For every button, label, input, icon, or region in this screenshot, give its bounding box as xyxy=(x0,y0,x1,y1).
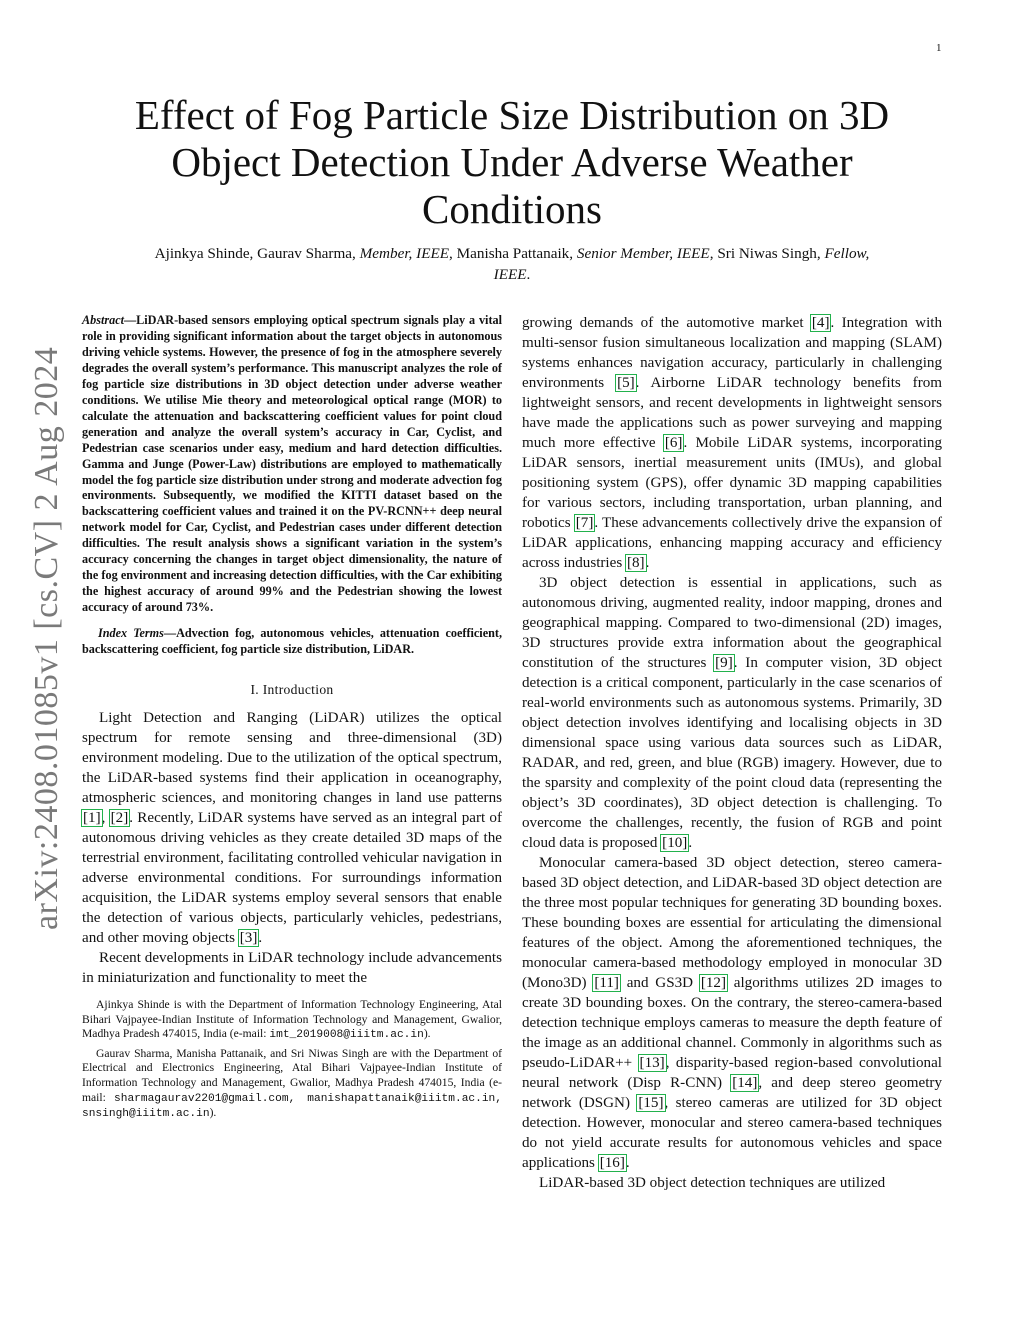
membership-1: Member, IEEE xyxy=(359,245,450,262)
citation-link[interactable]: [7] xyxy=(575,515,594,531)
citation-link[interactable]: [2] xyxy=(110,810,129,827)
right-column xyxy=(522,313,942,1193)
email-link[interactable]: imt_2019008@iiitm.ac.in xyxy=(269,1029,424,1042)
text-run: , xyxy=(101,810,110,827)
text-run: . xyxy=(688,835,693,851)
text-run: . xyxy=(625,1155,630,1171)
citation-link[interactable]: [13] xyxy=(639,1055,665,1071)
membership-2: Senior Member, IEEE xyxy=(576,245,710,262)
intro-paragraph-2-cont xyxy=(522,313,942,573)
citation-link[interactable]: [4] xyxy=(811,315,830,331)
citation-link[interactable]: [12] xyxy=(700,975,726,991)
text-run: . These advancements collectively drive the expansion of LiDAR applications, enhancing mapping accuracy and efficiency across industries xyxy=(522,515,942,571)
text-run: . Airborne LiDAR technology benefits from lightweight sensors, and recent developments in lightweight sensors have made the applications such as power surveying and mapping much more effective xyxy=(522,375,943,451)
abstract-label: Abstract xyxy=(82,313,124,327)
citation-link[interactable]: [9] xyxy=(715,655,733,671)
text-run: ). xyxy=(423,1027,431,1041)
text-run: algorithms utilizes 2D images to create 3D bounding boxes. On the contrary, the stereo-camera-based detection technique employs cameras to measure the depth feature of the image as an additional channel. Commonly in algorithms such as pseudo-LiDAR++ xyxy=(522,975,942,1071)
intro-paragraph-3 xyxy=(522,573,942,853)
intro-paragraph-1 xyxy=(82,708,502,948)
text-run: growing demands of the automotive market xyxy=(522,315,811,331)
citation-link[interactable]: [5] xyxy=(617,375,635,391)
text-run: . Recently, LiDAR systems have served as an integral part of autonomous driving vehicles as they create detailed 3D maps of the terrestrial environment, facilitating controlled vehicular navigation in adverse environmental conditions. For surroundings information acquisition, the LiDAR systems employ several sensors that enable the detection of various objects, particularly vehicles, pedestrians, and other moving objects xyxy=(82,810,503,947)
text-run: . Integration with multi-sensor fusion simultaneous localization and mapping (SLAM) systems enhances navigation accuracy, particularly in challenging environments xyxy=(522,315,943,391)
index-terms xyxy=(82,626,502,658)
citation-link[interactable]: [14] xyxy=(732,1075,758,1091)
author-names-4: . xyxy=(526,266,531,283)
citation-link[interactable]: [11] xyxy=(594,975,619,991)
citation-link[interactable]: [6] xyxy=(664,435,683,451)
text-run: ). xyxy=(209,1106,217,1120)
citation-link[interactable]: [3] xyxy=(239,930,258,947)
text-run: and GS3D xyxy=(619,975,700,991)
text-run: 3D object detection is essential in applications, such as autonomous driving, augmented reality, indoor mapping, drones and geographical mapping. Compared to two-dimensional (2D) images, 3D structures provide extra information about the geographical constitution of the structures xyxy=(522,575,942,671)
section-heading-introduction: I. Introduction xyxy=(250,682,334,698)
citation-link[interactable]: [15] xyxy=(638,1095,664,1111)
text-run: Monocular camera-based 3D object detection, stereo camera-based 3D object detection, and LiDAR-based 3D object detection are the three most popular techniques for generating 3D bounding boxes. These bounding boxes are essential for articulating the dimensional features of the object. Among the aforementioned techniques, the monocular camera-based methodology employed in monocular 3D (Mono3D) xyxy=(522,855,942,991)
citation-link[interactable]: [16] xyxy=(599,1155,625,1171)
citation-link[interactable]: [8] xyxy=(626,555,645,571)
text-run: . In computer vision, 3D object detection is a critical component, particularly in the case scenarios of real-world environments such as autonomous systems. Primarily, 3D object detection involves identifying and localising objects in 3D dimensional space using various data sources such as LiDAR, RADAR, and red, green, and blue (RGB) imagery. However, due to the sparsity and complexity of the point cloud data (representing the object’s 3D coordinates), 3D object detection is challenging. To overcome the challenges, recently, the fusion of RGB and point cloud data is proposed xyxy=(522,655,943,851)
text-run: Ajinkya Shinde is with the Department of Information Technology Engineering, Atal Bihari Vajpayee-Indian Institute of Information Technology and Management, Gwalior, Madhya Pradesh 474015, India (e-mail: xyxy=(82,998,502,1041)
arxiv-stamp: arXiv:2408.01085v1 [cs.CV] 2 Aug 2024 xyxy=(28,346,65,930)
citation-link[interactable]: [10] xyxy=(662,835,688,851)
index-terms-label: Index Terms xyxy=(98,626,164,641)
abstract xyxy=(82,313,502,616)
text-run: , and deep stereo geometry network (DSGN) xyxy=(522,1075,942,1111)
intro-paragraph-4 xyxy=(522,853,942,1173)
citation-link[interactable]: [1] xyxy=(83,810,101,827)
text-run: . xyxy=(258,930,263,947)
author-names-3: , Sri Niwas Singh, xyxy=(709,245,825,262)
text-run: Light Detection and Ranging (LiDAR) utilizes the optical spectrum for remote sensing and three-dimensional (3D) environment modeling. Due to the utilization of the optical spectrum, the LiDAR-based systems find their application in oceanography, atmospheric sciences, and monitoring changes in land use patterns xyxy=(82,710,502,807)
author-names-2: , Manisha Pattanaik, xyxy=(449,245,577,262)
text-run: , stereo cameras are utilized for 3D object detection. However, monocular and stereo camera-based techniques do not yield accurate results for autonomous vehicles and space applications xyxy=(522,1095,942,1171)
text-run: . xyxy=(645,555,650,571)
intro-paragraph-2-start xyxy=(82,948,502,988)
text-run: , disparity-based region-based convolutional neural network (Disp R-CNN) xyxy=(522,1055,942,1091)
index-terms-text: —Advection fog, autonomous vehicles, attenuation coefficient, backscattering coefficient, fog particle size distribution, LiDAR. xyxy=(82,626,502,657)
email-link[interactable]: sharmagaurav2201@gmail.com, manishapattanaik@iiitm.ac.in, snsingh@iiitm.ac.in xyxy=(82,1092,502,1121)
paper-title: Effect of Fog Particle Size Distribution on 3D Object Detection Under Adverse Weather Conditions xyxy=(134,92,890,232)
intro-paragraph-5: LiDAR-based 3D object detection techniques are utilized xyxy=(539,1175,886,1191)
footnote-affiliation-2 xyxy=(82,1047,502,1122)
left-column xyxy=(82,313,502,1126)
text-run: . Mobile LiDAR systems, incorporating LiDAR sensors, inertial measurement units (IMUs), and global positioning system (GPS), offer dynamic 3D mapping capabilities for various sectors, including transportation, urban planning, and robotics xyxy=(522,435,942,531)
author-names-1: Ajinkya Shinde, Gaurav Sharma, xyxy=(154,245,360,262)
text-run: Gaurav Sharma, Manisha Pattanaik, and Sri Niwas Singh are with the Department of Electrical and Electronics Engineering, Atal Bihari Vajpayee-Indian Institute of Information Technology and Management, Gwalior, Madhya Pradesh 474015, India (e-mail: xyxy=(82,1046,502,1104)
abstract-text: —LiDAR-based sensors employing optical spectrum signals play a vital role in providing significant information about the target objects in autonomous driving vehicle systems. However, the presence of fog in the atmosphere severely degrades the overall system’s performance. This manuscript analyzes the role of fog particle size distributions in 3D object detection under adverse weather conditions. We utilise Mie theory and meteorological optical range (MOR) to calculate the attenuation and backscattering coefficient values for point cloud generation and analyze the overall system’s accuracy in Car, Cyclist, and Pedestrian case scenarios under easy, medium and hard detection difficulties. Gamma and Junge (Power-Law) distributions are employed to mathematically model the fog particle size distribution under strong and moderate advection fog environments. Subsequently, we modified the KITTI dataset based on the backscattering coefficient values and trained it on the PV-RCNN++ deep neural network model for Car, Cyclist, and Pedestrian cases under different detection difficulties. The result analysis shows a significant variation in the system’s accuracy concerning the changes in target object dimensionality, the nature of the fog environment and increasing detection difficulties, with the Car exhibiting the highest accuracy of around 99% and the Pedestrian showing the lowest accuracy of around 73%. xyxy=(82,313,502,615)
membership-3: Fellow, IEEE xyxy=(493,245,870,283)
text-run: Recent developments in LiDAR technology include advancements in miniaturization and functionality to meet the xyxy=(82,950,502,987)
author-list xyxy=(140,243,884,285)
page-number: 1 xyxy=(936,42,942,54)
footnote-affiliation-1 xyxy=(82,998,502,1043)
